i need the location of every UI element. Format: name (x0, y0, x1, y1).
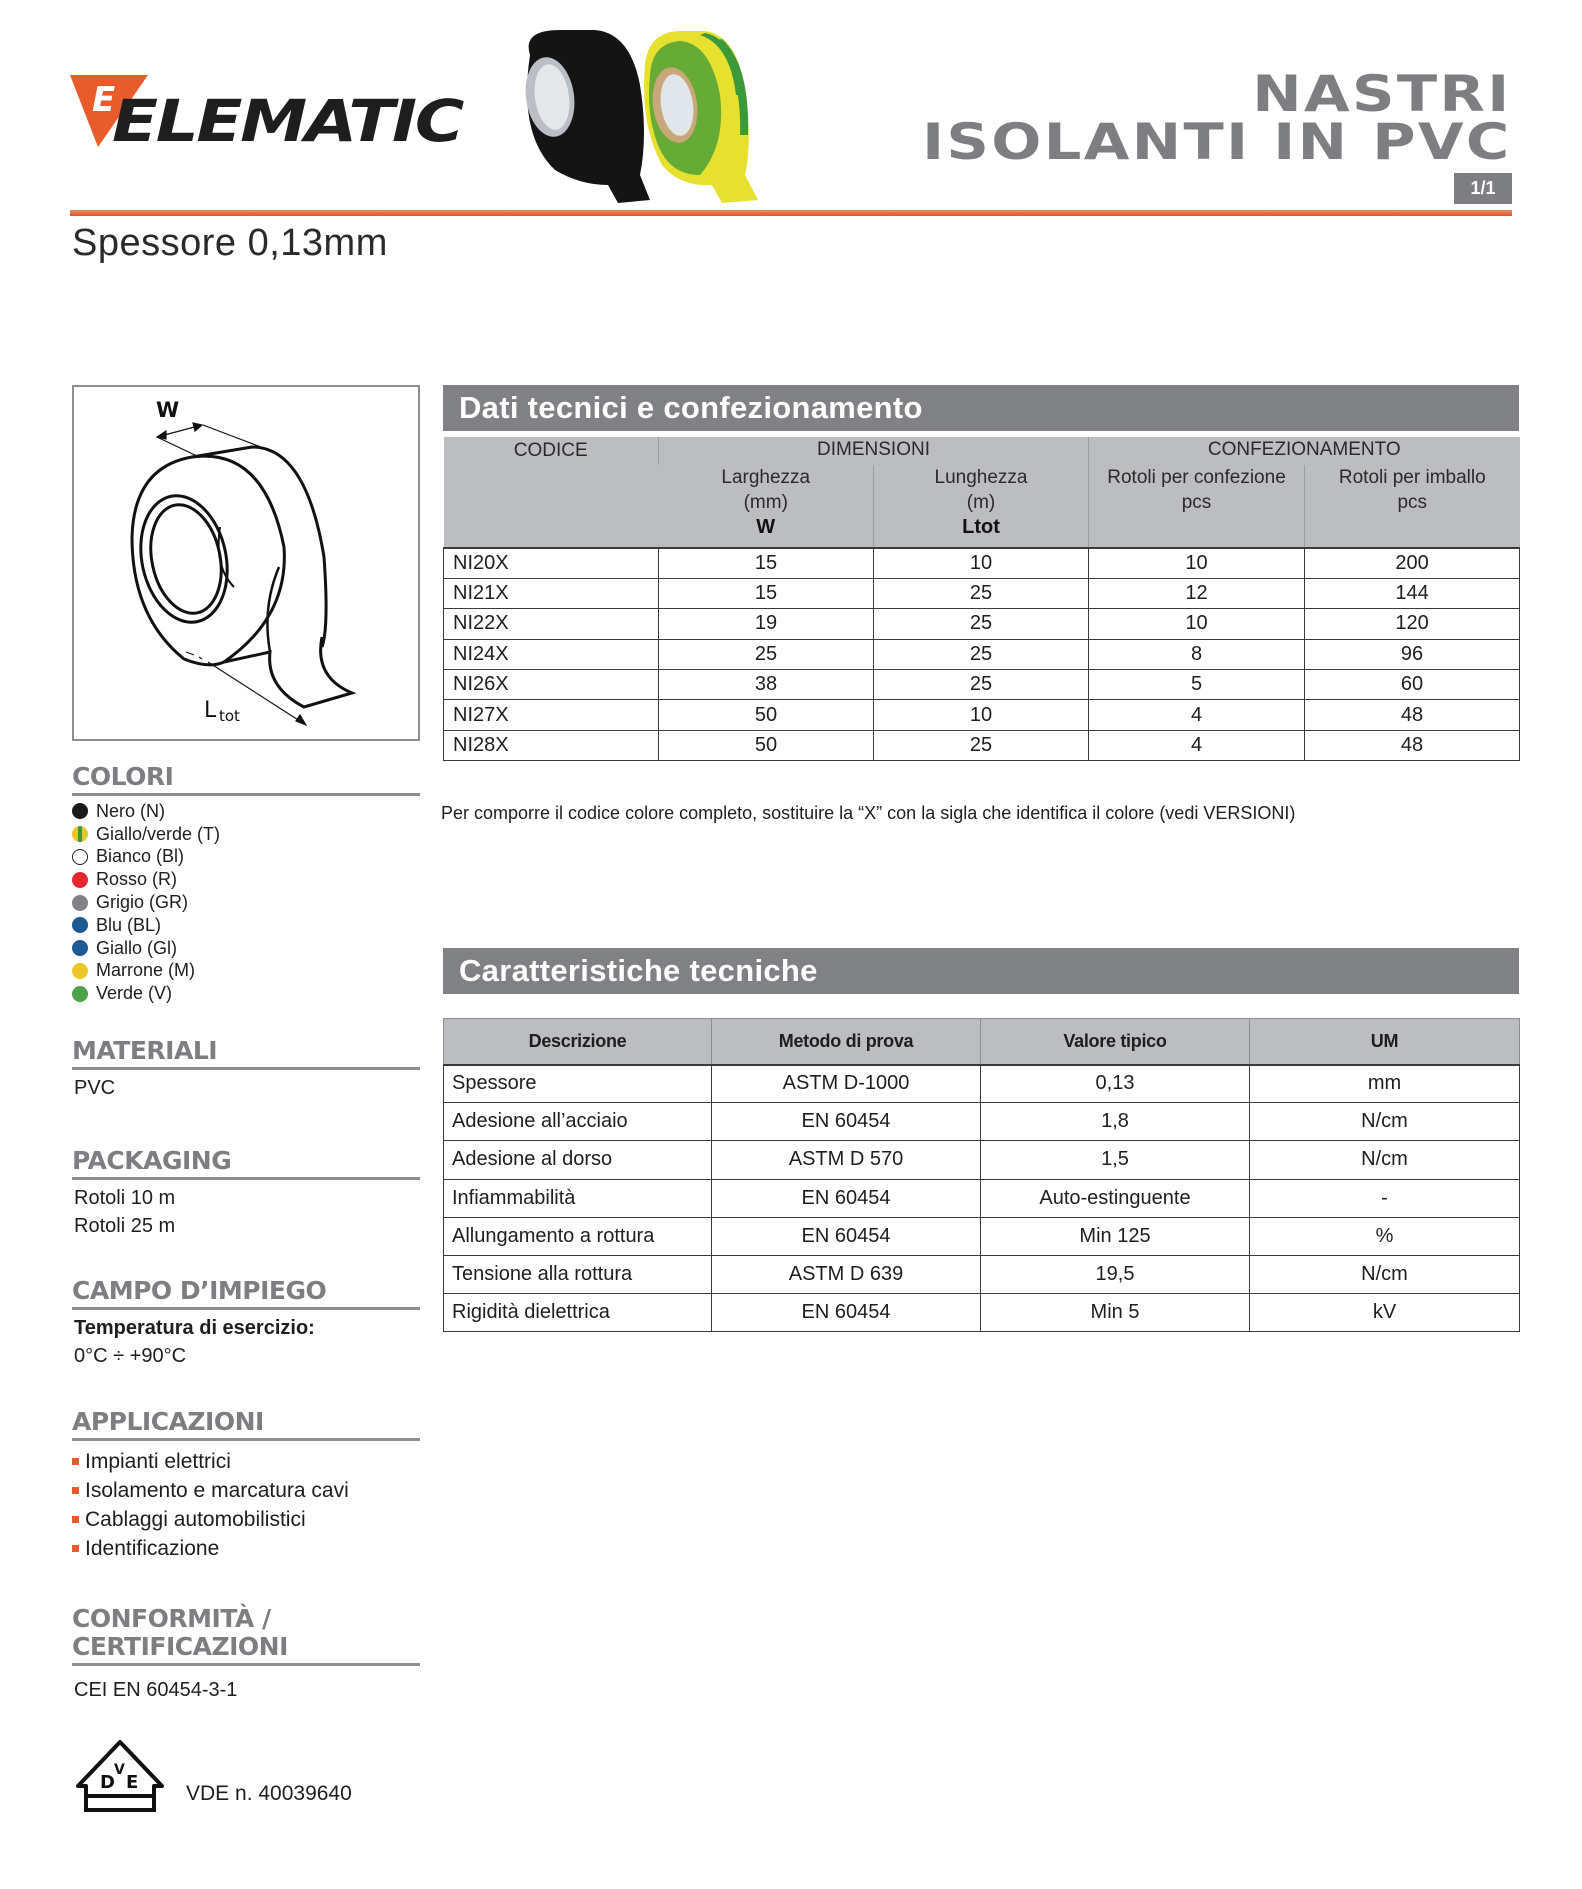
usage-heading: CAMPO D’IMPIEGO (72, 1277, 420, 1310)
length-header-label: Lunghezza (934, 467, 1028, 488)
table-row (444, 609, 1520, 639)
document-title (922, 65, 1512, 171)
cell-description: Adesione al dorso (444, 1141, 712, 1179)
color-swatch-icon (72, 803, 88, 819)
col-header-test-method: Metodo di prova (712, 1019, 981, 1065)
cell-description: Allungamento a rottura (444, 1217, 712, 1255)
cell-test-method: EN 60454 (712, 1179, 981, 1217)
color-label: Bianco (Bl) (96, 846, 185, 867)
col-header-description: Descrizione (444, 1019, 712, 1065)
color-swatch-icon (72, 826, 88, 842)
cell-typical-value: 0,13 (981, 1065, 1250, 1103)
color-label: Rosso (R) (96, 869, 178, 890)
vde-number: VDE n. 40039640 (186, 1782, 352, 1805)
width-header-unit: (mm) (743, 492, 788, 513)
application-item (72, 1505, 420, 1534)
cell-unit: mm (1250, 1065, 1520, 1103)
application-label: Identificazione (85, 1537, 220, 1560)
cell-test-method: EN 60454 (712, 1217, 981, 1255)
certifications-heading-line1: CONFORMITÀ / (72, 1604, 271, 1633)
cell-width: 25 (659, 639, 874, 669)
cell-code: NI24X (444, 639, 659, 669)
cell-test-method: EN 60454 (712, 1103, 981, 1141)
vde-mark-icon (72, 1738, 168, 1818)
square-bullet-icon (72, 1516, 79, 1523)
table-row (444, 1255, 1520, 1293)
packaging-heading: PACKAGING (72, 1147, 420, 1180)
cell-code: NI28X (444, 730, 659, 760)
color-swatch-icon (72, 895, 88, 911)
certifications-heading-line2: CERTIFICAZIONI (72, 1632, 288, 1661)
col-header-length (874, 465, 1089, 548)
col-header-code: CODICE (444, 437, 659, 548)
table-row (444, 1179, 1520, 1217)
cell-length: 25 (874, 730, 1089, 760)
color-item (72, 823, 420, 846)
cell-length: 25 (874, 639, 1089, 669)
application-label: Isolamento e marcatura cavi (85, 1479, 349, 1502)
color-item (72, 914, 420, 937)
cell-unit: % (1250, 1217, 1520, 1255)
length-label-subscript: tot (219, 707, 240, 725)
color-swatch-icon (72, 940, 88, 956)
color-swatch-icon (72, 849, 88, 865)
cell-width: 38 (659, 670, 874, 700)
logo-letter: E (92, 80, 116, 120)
cell-rolls-per-pack: 12 (1089, 578, 1305, 608)
color-code-note: Per comporre il codice colore completo, sostituire la “X” con la sigla che identifica il colore (vedi VERSIONI) (441, 803, 1296, 823)
color-swatch-icon (72, 872, 88, 888)
cell-test-method: ASTM D 639 (712, 1255, 981, 1293)
materials-section (72, 1037, 420, 1102)
temperature-label: Temperatura di esercizio: (74, 1317, 315, 1339)
characteristics-banner: Caratteristiche tecniche (443, 948, 1519, 994)
cell-code: NI22X (444, 609, 659, 639)
cell-rolls-per-pack: 4 (1089, 730, 1305, 760)
cell-code: NI20X (444, 548, 659, 578)
applications-heading: APPLICAZIONI (72, 1408, 420, 1441)
cell-length: 10 (874, 700, 1089, 730)
cell-width: 50 (659, 700, 874, 730)
cell-unit: N/cm (1250, 1255, 1520, 1293)
cell-unit: N/cm (1250, 1141, 1520, 1179)
cell-description: Spessore (444, 1065, 712, 1103)
cell-test-method: ASTM D 570 (712, 1141, 981, 1179)
rolls-pack-header-unit: pcs (1181, 492, 1212, 513)
col-header-packaging: CONFEZIONAMENTO (1089, 437, 1520, 465)
cell-length: 25 (874, 578, 1089, 608)
color-label: Giallo/verde (T) (96, 823, 221, 844)
vde-certification (72, 1738, 352, 1818)
cell-typical-value: 19,5 (981, 1255, 1250, 1293)
cell-width: 15 (659, 578, 874, 608)
title-line-1: NASTRI (1252, 65, 1512, 123)
application-label: Impianti elettrici (85, 1450, 231, 1473)
certifications-section (72, 1605, 420, 1704)
applications-list (72, 1441, 420, 1563)
table-row (444, 700, 1520, 730)
page-number-badge: 1/1 (1454, 173, 1512, 204)
table-row (444, 548, 1520, 578)
color-item (72, 868, 420, 891)
cell-unit: kV (1250, 1294, 1520, 1332)
cell-unit: - (1250, 1179, 1520, 1217)
color-label: Blu (BL) (96, 914, 162, 935)
table-row (444, 578, 1520, 608)
title-line-2: ISOLANTI IN PVC (922, 113, 1512, 171)
col-header-width (659, 465, 874, 548)
packaging-lines (72, 1180, 420, 1240)
cell-typical-value: Min 125 (981, 1217, 1250, 1255)
cell-description: Adesione all’acciaio (444, 1103, 712, 1141)
logo-wordmark: ELEMATIC (112, 87, 464, 155)
color-item (72, 982, 420, 1005)
application-item (72, 1534, 420, 1563)
certification-standard: CEI EN 60454-3-1 (74, 1679, 238, 1701)
svg-text:V: V (114, 1762, 125, 1778)
square-bullet-icon (72, 1545, 79, 1552)
svg-text:D: D (100, 1772, 115, 1793)
tape-dimension-diagram (72, 385, 420, 741)
elematic-logo (70, 75, 470, 155)
cell-test-method: ASTM D-1000 (712, 1065, 981, 1103)
cell-typical-value: Min 5 (981, 1294, 1250, 1332)
color-item (72, 891, 420, 914)
cell-description: Infiammabilità (444, 1179, 712, 1217)
length-header-unit: (m) (966, 492, 996, 513)
packaging-section (72, 1147, 420, 1240)
packaging-line: Rotoli 10 m (74, 1187, 176, 1209)
materials-value: PVC (74, 1077, 116, 1099)
width-header-label: Larghezza (721, 467, 811, 488)
cell-rolls-per-pack: 5 (1089, 670, 1305, 700)
colors-heading: COLORI (72, 763, 420, 796)
cell-length: 10 (874, 548, 1089, 578)
svg-text:E: E (126, 1772, 139, 1793)
cell-typical-value: Auto-estinguente (981, 1179, 1250, 1217)
rolls-box-header-label: Rotoli per imballo (1338, 467, 1486, 488)
col-header-rolls-per-box (1305, 465, 1520, 548)
cell-rolls-per-box: 60 (1305, 670, 1520, 700)
thickness-subtitle: Spessore 0,13mm (72, 222, 388, 264)
usage-body (72, 1310, 420, 1370)
table-row (444, 1141, 1520, 1179)
applications-section (72, 1408, 420, 1563)
cell-code: NI26X (444, 670, 659, 700)
col-header-dimensions: DIMENSIONI (659, 437, 1089, 465)
cell-test-method: EN 60454 (712, 1294, 981, 1332)
cell-description: Tensione alla rottura (444, 1255, 712, 1293)
cell-rolls-per-box: 200 (1305, 548, 1520, 578)
color-label: Grigio (GR) (96, 892, 189, 913)
color-swatch-icon (72, 986, 88, 1002)
temperature-value: 0°C ÷ +90°C (74, 1345, 187, 1367)
color-swatch-icon (72, 917, 88, 933)
technical-data-table (443, 437, 1520, 761)
cell-rolls-per-box: 144 (1305, 578, 1520, 608)
cell-rolls-per-box: 96 (1305, 639, 1520, 669)
width-label: W (156, 398, 180, 422)
color-swatch-icon (72, 963, 88, 979)
table-row (444, 1294, 1520, 1332)
colors-list (72, 796, 420, 1005)
usage-section (72, 1277, 420, 1370)
cell-width: 19 (659, 609, 874, 639)
col-header-unit: UM (1250, 1019, 1520, 1065)
cell-rolls-per-box: 48 (1305, 700, 1520, 730)
rolls-box-header-unit: pcs (1397, 492, 1428, 513)
cell-rolls-per-box: 120 (1305, 609, 1520, 639)
color-item (72, 937, 420, 960)
cell-typical-value: 1,8 (981, 1103, 1250, 1141)
length-label: L (204, 698, 217, 723)
table-row (444, 639, 1520, 669)
cell-rolls-per-pack: 10 (1089, 548, 1305, 578)
cell-rolls-per-pack: 4 (1089, 700, 1305, 730)
materials-heading: MATERIALI (72, 1037, 420, 1070)
cell-length: 25 (874, 670, 1089, 700)
header-divider (70, 210, 1512, 216)
color-label: Marrone (M) (96, 960, 196, 981)
product-photo-tape-rolls (500, 25, 760, 205)
application-item (72, 1476, 420, 1505)
table-row (444, 670, 1520, 700)
table-row (444, 730, 1520, 760)
cell-width: 50 (659, 730, 874, 760)
col-header-typical-value: Valore tipico (981, 1019, 1250, 1065)
cell-rolls-per-pack: 8 (1089, 639, 1305, 669)
color-item (72, 846, 420, 869)
logo-triangle-icon (70, 75, 470, 155)
certifications-heading (72, 1605, 420, 1666)
rolls-pack-header-label: Rotoli per confezione (1107, 467, 1286, 488)
width-header-symbol: W (756, 516, 776, 538)
cell-unit: N/cm (1250, 1103, 1520, 1141)
characteristics-table (443, 1018, 1520, 1332)
color-label: Verde (V) (96, 983, 173, 1004)
table-row (444, 1217, 1520, 1255)
technical-data-banner: Dati tecnici e confezionamento (443, 385, 1519, 431)
table-row (444, 1065, 1520, 1103)
cell-code: NI27X (444, 700, 659, 730)
square-bullet-icon (72, 1458, 79, 1465)
length-header-symbol: Ltot (962, 516, 1000, 538)
square-bullet-icon (72, 1487, 79, 1494)
cell-typical-value: 1,5 (981, 1141, 1250, 1179)
cell-rolls-per-box: 48 (1305, 730, 1520, 760)
cell-code: NI21X (444, 578, 659, 608)
cell-rolls-per-pack: 10 (1089, 609, 1305, 639)
color-item (72, 960, 420, 983)
cell-description: Rigidità dielettrica (444, 1294, 712, 1332)
table-row (444, 1103, 1520, 1141)
colors-section (72, 763, 420, 1005)
color-label: Giallo (Gl) (96, 937, 178, 958)
color-item (72, 800, 420, 823)
col-header-rolls-per-pack (1089, 465, 1305, 548)
cell-width: 15 (659, 548, 874, 578)
application-label: Cablaggi automobilistici (85, 1508, 306, 1531)
cell-length: 25 (874, 609, 1089, 639)
color-label: Nero (N) (96, 800, 166, 821)
packaging-line: Rotoli 25 m (74, 1215, 176, 1237)
application-item (72, 1447, 420, 1476)
